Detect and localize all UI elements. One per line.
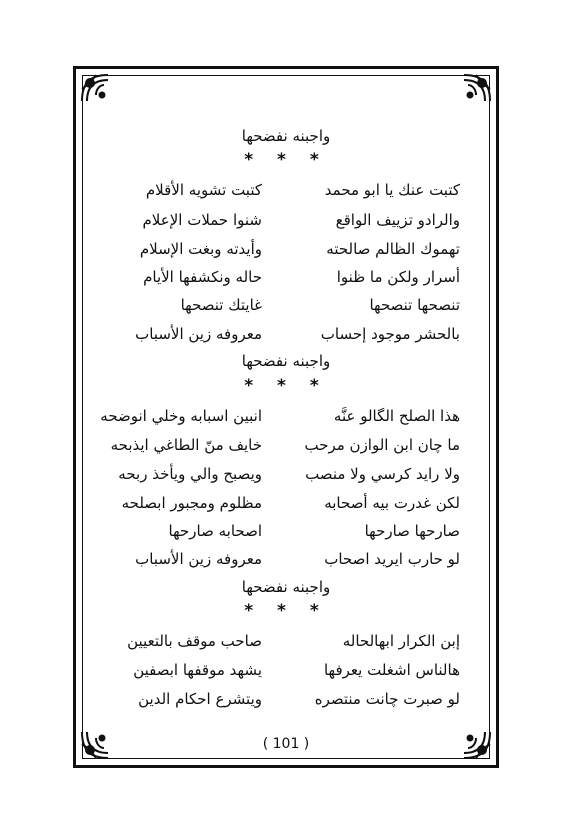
- verse-right: لو حارب ايريد اصحاب: [324, 550, 460, 568]
- verse-right: والرادو تزييف الواقع: [335, 211, 460, 229]
- verse-right: ولا رايد كرسي ولا منصب: [305, 465, 460, 483]
- verse-right: هذا الصلح الگالو عنَّه: [333, 407, 460, 425]
- verse-right: كتبت عنك يا ابو محمد: [324, 181, 460, 199]
- verse-right: بالحشر موجود إحساب: [320, 325, 460, 343]
- corner-ornament-icon: [78, 71, 114, 107]
- page-number: ( 101 ): [262, 736, 310, 752]
- section-title: واجبنه نفضحها: [241, 127, 331, 145]
- verse-right: لو صبرت چانت منتصره: [314, 690, 460, 708]
- stars-divider: * * *: [244, 376, 328, 396]
- verse-left: معروفه زين الأسباب: [135, 325, 262, 343]
- verse-right: تهموك الظالم صالحته: [326, 240, 460, 258]
- section-title: واجبنه نفضحها: [241, 352, 331, 370]
- verse-left: يشهد موقفها ابصفين: [133, 661, 262, 679]
- corner-ornament-icon: [458, 71, 494, 107]
- verse-right: أسرار ولكن ما ظنوا: [336, 268, 460, 286]
- verse-left: حاله ونكشفها الأيام: [143, 268, 262, 286]
- verse-left: انبين اسبابه وخلي انوضحه: [100, 407, 262, 425]
- verse-left: وأيدته وبغت الإسلام: [139, 240, 262, 258]
- verse-right: صارحها صارحها: [364, 522, 460, 540]
- verse-left: غايتك تنصحها: [180, 296, 262, 314]
- verse-left: شنوا حملات الإعلام: [142, 211, 262, 229]
- verse-left: صاحب موقف بالتعيين: [127, 632, 262, 650]
- verse-left: ويتشرع احكام الدين: [138, 690, 262, 708]
- verse-left: خايف منّ الطاغي ايذبحه: [110, 436, 262, 454]
- verse-left: ويصبح والي ويأخذ ربحه: [118, 465, 262, 483]
- verse-right: إبن الكرار ابهالحاله: [342, 632, 460, 650]
- stars-divider: * * *: [244, 601, 328, 621]
- verse-left: مظلوم ومجبور ابصلحه: [121, 494, 262, 512]
- verse-right: لكن غدرت بيه أصحابه: [324, 494, 460, 512]
- verse-right: تنصحها تنصحها: [369, 296, 460, 314]
- verse-right: ما چان ابن الوازن مرحب: [304, 436, 460, 454]
- verse-left: كتبت تشويه الأقلام: [145, 181, 262, 199]
- verse-left: اصحابه صارحها: [168, 522, 262, 540]
- verse-right: هالناس اشغلت يعرفها: [323, 661, 460, 679]
- corner-ornament-icon: [78, 726, 114, 762]
- section-title: واجبنه نفضحها: [241, 578, 331, 596]
- stars-divider: * * *: [244, 150, 328, 170]
- corner-ornament-icon: [458, 726, 494, 762]
- verse-left: معروفه زين الأسباب: [135, 550, 262, 568]
